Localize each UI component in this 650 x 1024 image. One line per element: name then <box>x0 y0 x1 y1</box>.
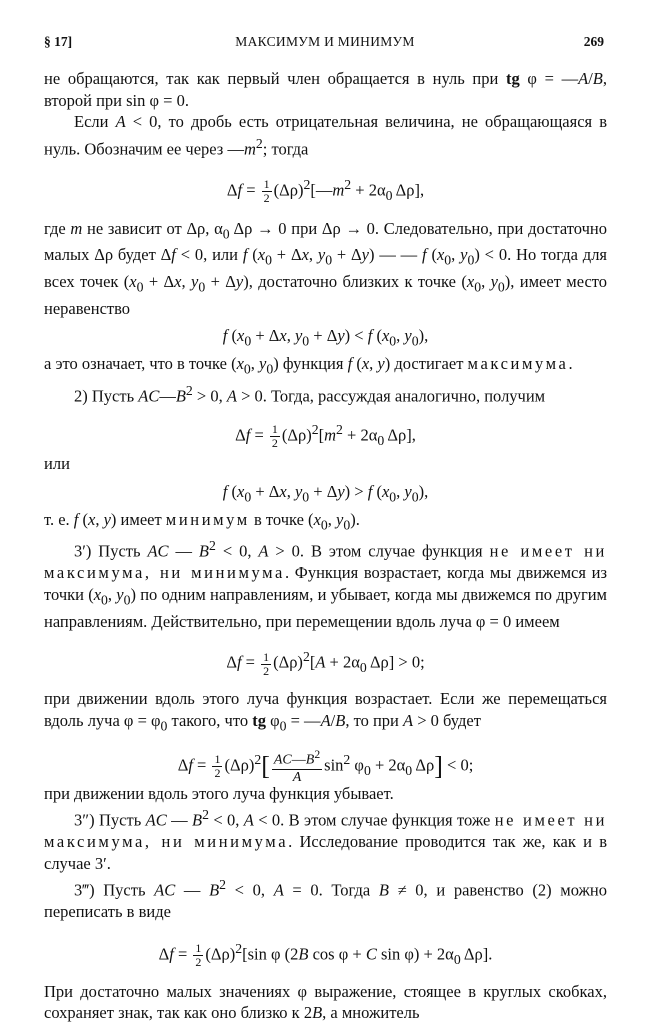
paragraph: 2) Пусть $AC—B^2 > 0$, A > 0. Тогда, рассуждая аналогично, получим <box>74 383 546 406</box>
formula: f ($x_0 + \Delta x$, $y_0 + \Delta y) < f$ ($x_0$, $y_0$), <box>222 326 429 349</box>
running-header <box>44 34 606 54</box>
paragraph: а это означает, что в точке ($x_0$, $y_0$) функция f (x, y) достигает максимума. <box>44 354 573 377</box>
page-body <box>44 68 607 1024</box>
paragraph: при движении вдоль этого луча функция убывает. <box>44 783 394 803</box>
page-number: 269 <box>583 34 604 49</box>
paragraph: при движении вдоль этого луча функция возрастает. Если же перемещаться вдоль луча $\varphi = \varphi_0$ такого, что tg $\varphi_0$ = —A/B, то при A > 0 будет <box>44 689 607 734</box>
formula: Δf = $\frac{1}{2}$ $(\Delta\rho)^2[\sin$ φ (2B cos φ + C $\sin \varphi) + 2\alpha_0$ Δρ]. <box>158 940 493 969</box>
formula: f ($x_0 + \Delta x$, $y_0 + \Delta y) > f$ ($x_0$, $y_0$), <box>222 481 429 504</box>
running-title: МАКСИМУМ И МИНИМУМ <box>235 34 415 49</box>
paragraph: т. е. f (x, y) имеет минимум в точке ($x_0$, $y_0$). <box>44 509 360 532</box>
formula: Δf = $\frac{1}{2}$ $(\Delta\rho)^2[—m^2 + 2\alpha_0$ Δρ], <box>226 176 425 205</box>
paragraph: 3″) Пусть AC — $B^2 < 0$, A < 0. В этом случае функция тоже не имеет ни максимума, ни минимума. Исследование проводится так же, как и в случае 3′. <box>44 807 608 873</box>
paragraph: При достаточно малых значениях φ выражение, стоящее в круглых скобках, сохраняет знак, так как оно близко к 2B, а множитель <box>44 981 607 1023</box>
paragraph: где m не зависит от Δρ, $\alpha_0$ Δρ → 0 при Δρ → 0. Следовательно, при достаточно малых Δρ будет Δf < 0, или f ($x_0 + \Delta x$, $y_0 + \Delta y$) — — f ($x_0$, $y_0) < 0$. Но тогда для всех точек ($x_0 + \Delta x$, $y_0 + \Delta y$), достаточно близких к точке ($x_0$, $y_0$), имеет место неравенство <box>44 218 608 318</box>
formula: Δf = $\frac{1}{2}$ $(\Delta\rho)^2[m^2 + 2\alpha_0$ Δρ], <box>235 422 416 451</box>
section-ref: § 17] <box>44 34 73 49</box>
paragraph: 3‴) Пусть AC — $B^2 < 0$, A = 0. Тогда B ≠ 0, и равенство (2) можно переписать в виде <box>44 877 608 922</box>
paragraph: 3′) Пусть AC — $B^2 < 0$, A > 0. В этом случае функция не имеет ни максимума, ни минимума. Функция возрастает, когда мы движемся из точки ($x_0$, $y_0$) по одним направлениям, и убывает, когда мы движемся по другим направлениям. Действительно, при перемещении вдоль луча φ = 0 имеем <box>44 538 607 631</box>
paragraph: или <box>44 454 70 474</box>
formula: Δf = $\frac{1}{2}$ $(\Delta\rho)^2[A + 2\alpha_0$ Δρ] > 0; <box>226 649 425 678</box>
paragraph: Если A < 0, то дробь есть отрицательная величина, не обращающаяся в нуль. Обозначим ее через $—m^2$; тогда <box>44 112 608 158</box>
paragraph: не обращаются, так как первый член обращается в нуль при tg φ = —A/B, второй при sin φ = 0. <box>44 69 607 110</box>
formula: Δf = $\frac{1}{2}$ $(\Delta\rho)^2$[ $\frac{AC—B^2}{A}$ $\sin^2 \varphi_0 + 2\alpha_0$ Δρ] < 0; <box>177 747 474 785</box>
